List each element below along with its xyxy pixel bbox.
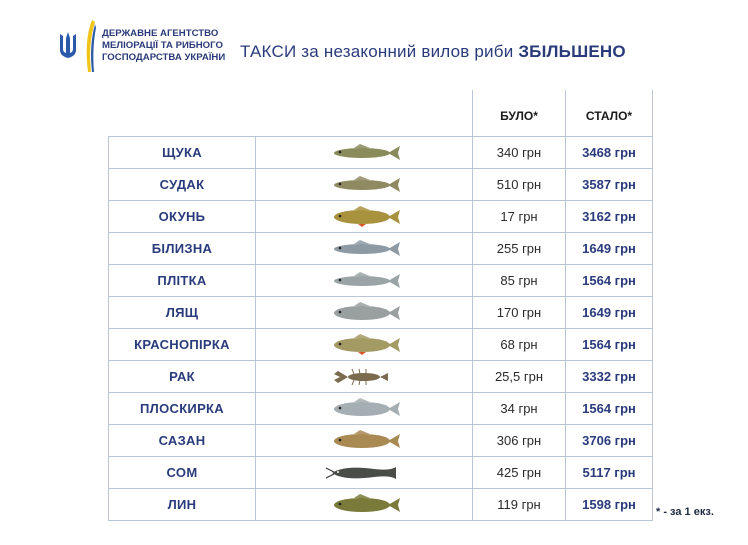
- table-row: [109, 265, 653, 297]
- fine-was: 306 грн: [473, 425, 566, 457]
- species-name: ЩУКА: [109, 137, 256, 169]
- fine-now: 3162 грн: [566, 201, 653, 233]
- species-image: [256, 457, 473, 489]
- carp-icon: [324, 430, 404, 452]
- species-name: ЛИН: [109, 489, 256, 521]
- species-image: [256, 201, 473, 233]
- species-image: [256, 233, 473, 265]
- crayfish-icon: [324, 366, 404, 388]
- table-row: [109, 457, 653, 489]
- asp-icon: [324, 238, 404, 260]
- table-row: [109, 233, 653, 265]
- agency-line: ГОСПОДАРСТВА УКРАЇНИ: [102, 52, 226, 63]
- species-image: [256, 361, 473, 393]
- species-name: СУДАК: [109, 169, 256, 201]
- fine-now: 1649 грн: [566, 233, 653, 265]
- fine-now: 1564 грн: [566, 393, 653, 425]
- agency-name: [102, 28, 232, 64]
- fine-now: 1564 грн: [566, 265, 653, 297]
- species-image: [256, 489, 473, 521]
- table-header-row: [109, 90, 653, 137]
- species-name: ОКУНЬ: [109, 201, 256, 233]
- species-image: [256, 297, 473, 329]
- fine-was: 34 грн: [473, 393, 566, 425]
- catfish-icon: [324, 462, 404, 484]
- table-row: [109, 361, 653, 393]
- species-image: [256, 425, 473, 457]
- rudd-icon: [324, 334, 404, 356]
- pike-icon: [324, 142, 404, 164]
- fine-now: 1649 грн: [566, 297, 653, 329]
- species-image: [256, 329, 473, 361]
- species-name: САЗАН: [109, 425, 256, 457]
- table-row: [109, 201, 653, 233]
- table-row: [109, 297, 653, 329]
- agency-line: МЕЛІОРАЦІЇ ТА РИБНОГО: [102, 40, 223, 51]
- fine-now: 3332 грн: [566, 361, 653, 393]
- column-header-now: СТАЛО*: [566, 90, 653, 137]
- fines-table: [108, 90, 653, 521]
- title-regular: ТАКСИ за незаконний вилов риби: [240, 42, 514, 61]
- species-name: ЛЯЩ: [109, 297, 256, 329]
- fine-now: 3587 грн: [566, 169, 653, 201]
- fine-was: 425 грн: [473, 457, 566, 489]
- species-image: [256, 265, 473, 297]
- header-empty-pic: [256, 90, 473, 137]
- silver-bream-icon: [324, 398, 404, 420]
- footnote: * - за 1 екз.: [656, 506, 714, 518]
- fine-was: 255 грн: [473, 233, 566, 265]
- species-name: БІЛИЗНА: [109, 233, 256, 265]
- table-row: [109, 169, 653, 201]
- fine-was: 17 грн: [473, 201, 566, 233]
- species-name: ПЛІТКА: [109, 265, 256, 297]
- fine-was: 25,5 грн: [473, 361, 566, 393]
- fine-was: 68 грн: [473, 329, 566, 361]
- species-image: [256, 393, 473, 425]
- agency-line: ДЕРЖАВНЕ АГЕНТСТВО: [102, 28, 219, 39]
- fine-now: 3706 грн: [566, 425, 653, 457]
- fine-was: 170 грн: [473, 297, 566, 329]
- perch-icon: [324, 206, 404, 228]
- species-name: СОМ: [109, 457, 256, 489]
- species-image: [256, 137, 473, 169]
- fine-was: 85 грн: [473, 265, 566, 297]
- ribbon-icon: [82, 20, 96, 72]
- species-image: [256, 169, 473, 201]
- table-row: [109, 137, 653, 169]
- table-row: [109, 425, 653, 457]
- fine-now: 1598 грн: [566, 489, 653, 521]
- table-row: [109, 393, 653, 425]
- species-name: РАК: [109, 361, 256, 393]
- column-header-was: БУЛО*: [473, 90, 566, 137]
- fine-now: 1564 грн: [566, 329, 653, 361]
- fine-now: 5117 грн: [566, 457, 653, 489]
- table-row: [109, 489, 653, 521]
- roach-icon: [324, 270, 404, 292]
- fine-was: 119 грн: [473, 489, 566, 521]
- species-name: КРАСНОПІРКА: [109, 329, 256, 361]
- zander-icon: [324, 174, 404, 196]
- fine-was: 510 грн: [473, 169, 566, 201]
- bream-icon: [324, 302, 404, 324]
- table-row: [109, 329, 653, 361]
- agency-logo: [58, 20, 228, 72]
- species-name: ПЛОСКИРКА: [109, 393, 256, 425]
- title-bold: ЗБІЛЬШЕНО: [518, 42, 626, 61]
- tench-icon: [324, 494, 404, 516]
- page-title: [240, 42, 626, 62]
- header-empty-name: [109, 90, 256, 137]
- fine-now: 3468 грн: [566, 137, 653, 169]
- trident-icon: [58, 30, 78, 60]
- fine-was: 340 грн: [473, 137, 566, 169]
